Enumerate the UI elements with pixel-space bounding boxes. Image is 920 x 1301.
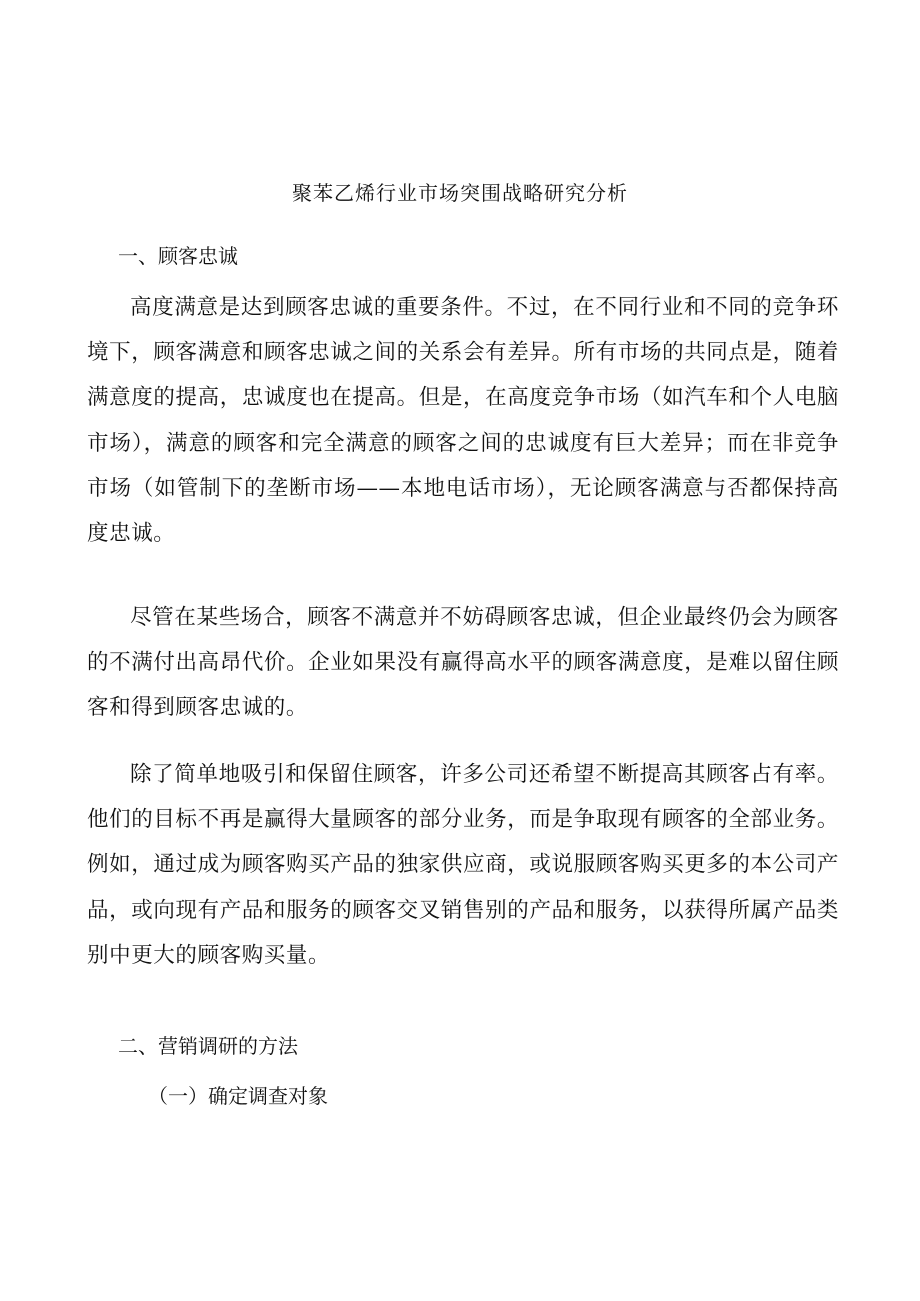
paragraph: 尽管在某些场合，顾客不满意并不妨碍顾客忠诚，但企业最终仍会为顾客的不满付出高昂代价。企业如果没有赢得高水平的顾客满意度，是难以留住顾客和得到顾客忠诚的。: [87, 605, 839, 721]
paragraph: 除了简单地吸引和保留住顾客，许多公司还希望不断提高其顾客占有率。他们的目标不再是赢得大量顾客的部分业务，而是争取现有顾客的全部业务。例如，通过成为顾客购买产品的独家供应商，或说服顾客购买更多的本公司产品，或向现有产品和服务的顾客交叉销售别的产品和服务，以获得所属产品类别中更大的顾客购买量。: [87, 762, 839, 968]
section-heading-marketing-research-methods: 二、营销调研的方法: [118, 1034, 298, 1058]
document-title: 聚苯乙烯行业市场突围战略研究分析: [292, 181, 628, 205]
subsection-heading-survey-target: （一）确定调查对象: [148, 1084, 328, 1108]
section-heading-customer-loyalty: 一、顾客忠诚: [118, 244, 238, 268]
paragraph: 高度满意是达到顾客忠诚的重要条件。不过，在不同行业和不同的竞争环境下，顾客满意和顾客忠诚之间的关系会有差异。所有市场的共同点是，随着满意度的提高，忠诚度也在提高。但是，在高度竞争市场（如汽车和个人电脑市场），满意的顾客和完全满意的顾客之间的忠诚度有巨大差异；而在非竞争市场（如管制下的垄断市场——本地电话市场），无论顾客满意与否都保持高度忠诚。: [87, 295, 839, 547]
